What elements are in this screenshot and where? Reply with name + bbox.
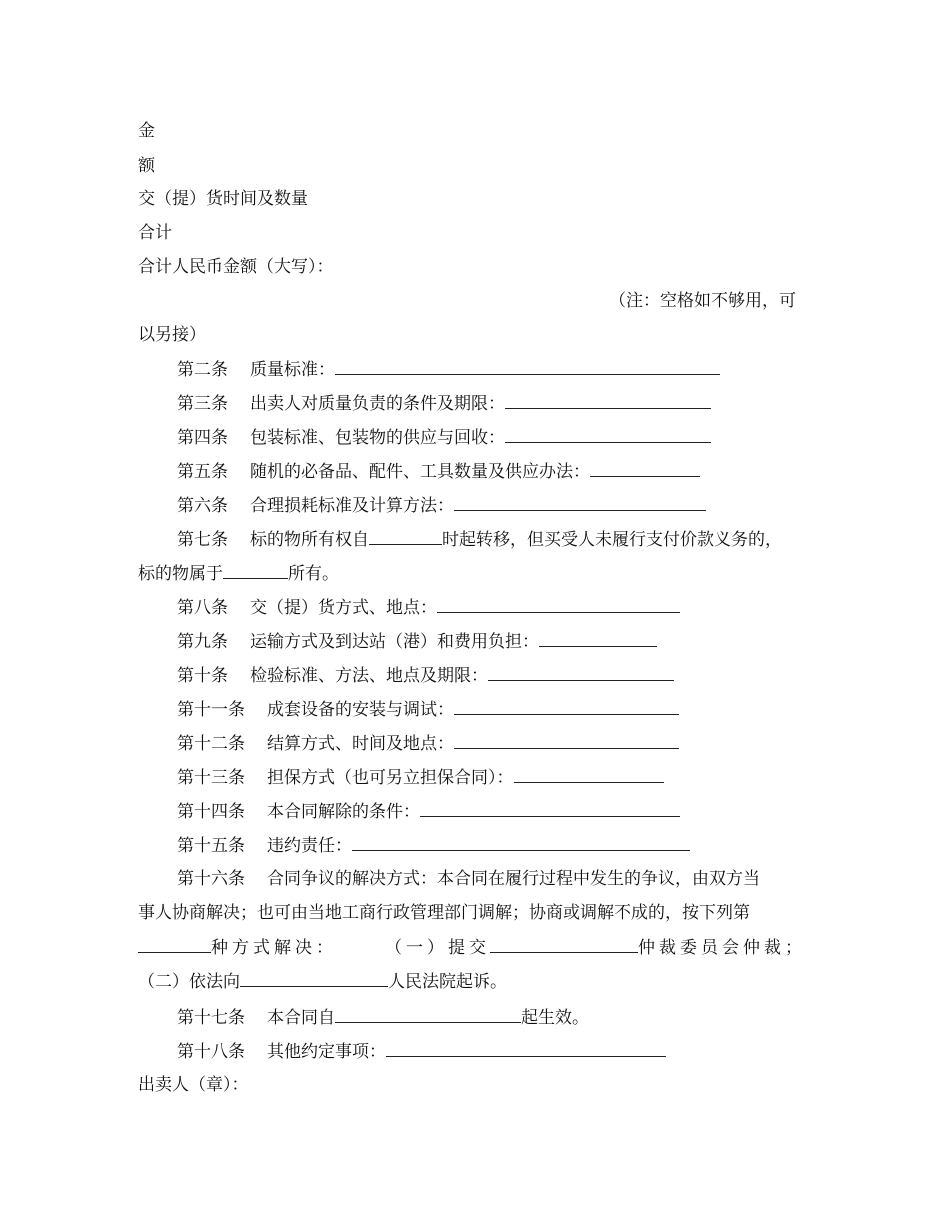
article-10-blank[interactable]	[488, 664, 674, 681]
article-3	[177, 392, 711, 415]
article-13-text: 担保方式（也可另立担保合同）：	[267, 768, 514, 788]
article-15-blank[interactable]	[352, 834, 690, 851]
article-9	[177, 630, 657, 653]
article-11-blank[interactable]	[454, 698, 679, 715]
note-line-a: （注：空格如不够用，可	[609, 291, 796, 311]
article-5	[177, 460, 700, 483]
article-14-text: 本合同解除的条件：	[267, 802, 420, 822]
article-7-number: 第七条	[177, 530, 228, 550]
article-15-text: 违约责任：	[267, 836, 352, 856]
header-line-e: 额	[138, 156, 155, 176]
article-9-text: 运输方式及到达站（港）和费用负担：	[250, 632, 539, 652]
article-10-number: 第十条	[177, 666, 228, 686]
article-16-line-3	[138, 936, 806, 959]
article-11-number: 第十一条	[177, 700, 245, 720]
article-16-blank-court[interactable]	[240, 970, 388, 987]
article-4-number: 第四条	[177, 428, 228, 448]
article-16-text-7: 人民法院起诉。	[388, 972, 507, 992]
article-2-number: 第二条	[177, 360, 228, 380]
article-16-number: 第十六条	[177, 869, 245, 889]
article-15	[177, 834, 690, 857]
article-17-text-1: 本合同自	[267, 1008, 335, 1028]
article-18-number: 第十八条	[177, 1042, 245, 1062]
article-3-text: 出卖人对质量负责的条件及期限：	[250, 394, 505, 414]
article-7-cont	[138, 562, 339, 585]
article-18	[177, 1040, 666, 1063]
article-5-text: 随机的必备品、配件、工具数量及供应办法：	[250, 462, 590, 482]
article-9-blank[interactable]	[539, 630, 657, 647]
article-2-text: 质量标准：	[250, 360, 335, 380]
article-8-blank[interactable]	[437, 596, 680, 613]
article-7-text-3: 标的物属于	[138, 564, 223, 584]
article-7-blank-2[interactable]	[223, 562, 288, 579]
article-5-number: 第五条	[177, 462, 228, 482]
article-18-blank[interactable]	[386, 1040, 666, 1057]
article-7-blank-1[interactable]	[369, 528, 442, 545]
article-6-number: 第六条	[177, 496, 228, 516]
article-16-line-4	[138, 970, 507, 993]
article-4-blank[interactable]	[505, 426, 711, 443]
header-line-total: 合计	[138, 223, 172, 243]
article-2-blank[interactable]	[335, 358, 720, 375]
article-12-blank[interactable]	[454, 732, 679, 749]
article-11	[177, 698, 679, 721]
header-line-total-rmb: 合计人民币金额（大写）：	[138, 257, 334, 277]
article-12-text: 结算方式、时间及地点：	[267, 734, 454, 754]
article-13-blank[interactable]	[514, 766, 664, 783]
article-17	[177, 1006, 589, 1029]
article-16-text-3: 种方式解决：	[211, 938, 337, 958]
article-16-text-5: 仲裁委员会仲裁；	[638, 938, 806, 958]
article-4	[177, 426, 711, 449]
note-line-b: 以另接）	[138, 325, 206, 345]
article-2	[177, 358, 720, 381]
article-3-number: 第三条	[177, 394, 228, 414]
article-17-number: 第十七条	[177, 1008, 245, 1028]
article-14	[177, 800, 680, 823]
article-15-number: 第十五条	[177, 836, 245, 856]
header-line-delivery: 交（提）货时间及数量	[138, 189, 308, 209]
seller-signature-label: 出卖人（章）：	[138, 1075, 249, 1095]
article-7-text-4: 所有。	[288, 564, 339, 584]
article-18-text: 其他约定事项：	[267, 1042, 386, 1062]
article-7-text-1: 标的物所有权自	[250, 530, 369, 550]
article-16-text-1: 合同争议的解决方式：本合同在履行过程中发生的争议，由双方当	[267, 869, 760, 889]
header-line-jin: 金	[138, 121, 155, 141]
article-14-blank[interactable]	[420, 800, 680, 817]
article-5-blank[interactable]	[590, 460, 700, 477]
article-3-blank[interactable]	[505, 392, 711, 409]
article-6	[177, 494, 706, 517]
article-4-text: 包装标准、包装物的供应与回收：	[250, 428, 505, 448]
article-10-text: 检验标准、方法、地点及期限：	[250, 666, 488, 686]
article-14-number: 第十四条	[177, 802, 245, 822]
article-8-number: 第八条	[177, 598, 228, 618]
article-17-text-2: 起生效。	[521, 1008, 589, 1028]
article-7-text-2: 时起转移，但买受人未履行支付价款义务的，	[442, 530, 782, 550]
article-13-number: 第十三条	[177, 768, 245, 788]
article-12-number: 第十二条	[177, 734, 245, 754]
article-16	[177, 868, 760, 890]
article-16-text-4: （一）提交	[385, 938, 490, 958]
article-17-blank[interactable]	[335, 1006, 521, 1023]
article-16-line-2: 事人协商解决；也可由当地工商行政管理部门调解；协商或调解不成的，按下列第	[138, 903, 750, 923]
article-8-text: 交（提）货方式、地点：	[250, 598, 437, 618]
article-11-text: 成套设备的安装与调试：	[267, 700, 454, 720]
article-9-number: 第九条	[177, 632, 228, 652]
article-13	[177, 766, 664, 789]
article-12	[177, 732, 679, 755]
article-16-blank-arbitration[interactable]	[490, 936, 638, 953]
article-8	[177, 596, 680, 619]
article-16-blank-method[interactable]	[138, 936, 211, 953]
article-6-blank[interactable]	[454, 494, 706, 511]
article-10	[177, 664, 674, 687]
article-7	[177, 528, 782, 551]
article-6-text: 合理损耗标准及计算方法：	[250, 496, 454, 516]
article-16-text-6: （二）依法向	[138, 972, 240, 992]
